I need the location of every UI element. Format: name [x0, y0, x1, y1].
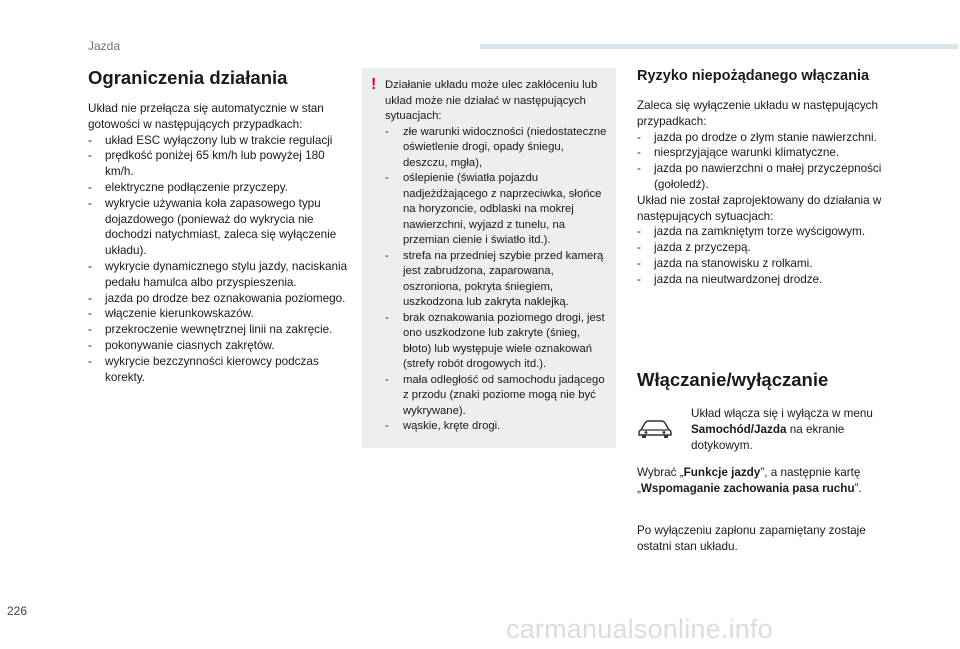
list-item: - wykrycie dynamicznego stylu jazdy, naciskania pedału hamulca albo przyspieszenia. — [88, 259, 352, 291]
list-item: - brak oznakowania poziomego drogi, jest ono uszkodzone lub zakryte (śnieg, błoto) lub występuje wiele oznakowań (strefy robót drogowych itd.). — [385, 311, 609, 373]
warning-list — [385, 125, 609, 435]
exclamation-icon: ! — [371, 76, 377, 93]
list-item: - mała odległość od samochodu jadącego z przodu (znaki poziome mogą nie być wykrywane). — [385, 373, 609, 420]
section-label: Jazda — [88, 39, 121, 53]
list-item: - jazda z przyczepą. — [637, 240, 899, 256]
list-item: - jazda na stanowisku z rolkami. — [637, 256, 899, 272]
list-item: - włączenie kierunkowskazów. — [88, 306, 352, 322]
list-item: - jazda na zamkniętym torze wyścigowym. — [637, 224, 899, 240]
warning-intro: Działanie układu może ulec zakłóceniu lub układ może nie działać w następujących sytuacjach: — [385, 79, 598, 122]
onoff-section — [637, 368, 899, 581]
limitations-intro: Układ nie przełącza się automatycznie w stan gotowości w następujących przypadkach: — [88, 102, 324, 131]
list-item: - jazda na nieutwardzonej drodze. — [637, 272, 899, 288]
list-item: - przekroczenie wewnętrznej linii na zakręcie. — [88, 322, 352, 338]
page-number: 226 — [7, 604, 28, 618]
risk-list — [637, 130, 899, 193]
list-item: - elektryczne podłączenie przyczepy. — [88, 180, 352, 196]
risk-list-2 — [637, 224, 899, 287]
onoff-title: Włączanie/wyłączanie — [637, 369, 829, 390]
risk-title: Ryzyko niepożądanego włączania — [637, 68, 870, 84]
select-instruction: Wybrać „Funkcje jazdy”, a następnie kartę „Wspomaganie zachowania pasa ruchu”. — [637, 466, 862, 496]
menu-text: Układ włącza się i wyłącza w menu Samochód/Jazda na ekranie dotykowym. — [691, 407, 873, 452]
warning-box — [362, 68, 616, 448]
list-item: - pokonywanie ciasnych zakrętów. — [88, 338, 352, 354]
risk-intro: Zaleca się wyłączenie układu w następujących przypadkach: — [637, 99, 879, 128]
list-item: - oślepienie (światła pojazdu nadjeżdżającego z naprzeciwka, słońce na horyzoncie, odblaski na mokrej nawierzchni, wyjazd z tunelu, na przemian cienie i światło itd.). — [385, 171, 609, 249]
list-item: - strefa na przedniej szybie przed kamerą jest zabrudzona, zaparowana, oszroniona, pokryta śniegiem, uszkodzona lub zakryta naklejką. — [385, 249, 609, 311]
list-item: - prędkość poniżej 65 km/h lub powyżej 180 km/h. — [88, 148, 352, 180]
risk-section — [637, 68, 899, 288]
list-item: - jazda po drodze o złym stanie nawierzchni. — [637, 130, 899, 146]
list-item: - niesprzyjające warunki klimatyczne. — [637, 145, 899, 161]
car-icon — [637, 415, 673, 439]
list-item: - jazda po nawierzchni o małej przyczepności (gołoledź). — [637, 161, 899, 193]
menu-instruction — [637, 406, 899, 453]
list-item: - układ ESC wyłączony lub w trakcie regulacji — [88, 133, 352, 149]
list-item: - wykrycie używania koła zapasowego typu dojazdowego (ponieważ do wykrycia nie dochodzi natychmiast, zaleca się wyłączenie układu). — [88, 196, 352, 259]
warning-body — [385, 78, 609, 435]
risk-intro-2: Układ nie został zaprojektowany do działania w następujących sytuacjach: — [637, 193, 882, 223]
memory-note: Po wyłączeniu zapłonu zapamiętany zostaje ostatni stan układu. — [637, 523, 866, 553]
list-item: - jazda po drodze bez oznakowania poziomego. — [88, 291, 352, 307]
limitations-list — [88, 133, 352, 386]
list-item: - wykrycie bezczynności kierowcy podczas korekty. — [88, 354, 352, 386]
header-bar — [480, 44, 958, 49]
list-item: - wąskie, kręte drogi. — [385, 419, 609, 435]
list-item: - złe warunki widoczności (niedostateczne oświetlenie drogi, opady śniegu, deszczu, mgła), — [385, 125, 609, 172]
limitations-title: Ograniczenia działania — [88, 67, 288, 88]
watermark: carmanualsonline.info — [506, 614, 773, 644]
limitations-section — [88, 66, 352, 385]
